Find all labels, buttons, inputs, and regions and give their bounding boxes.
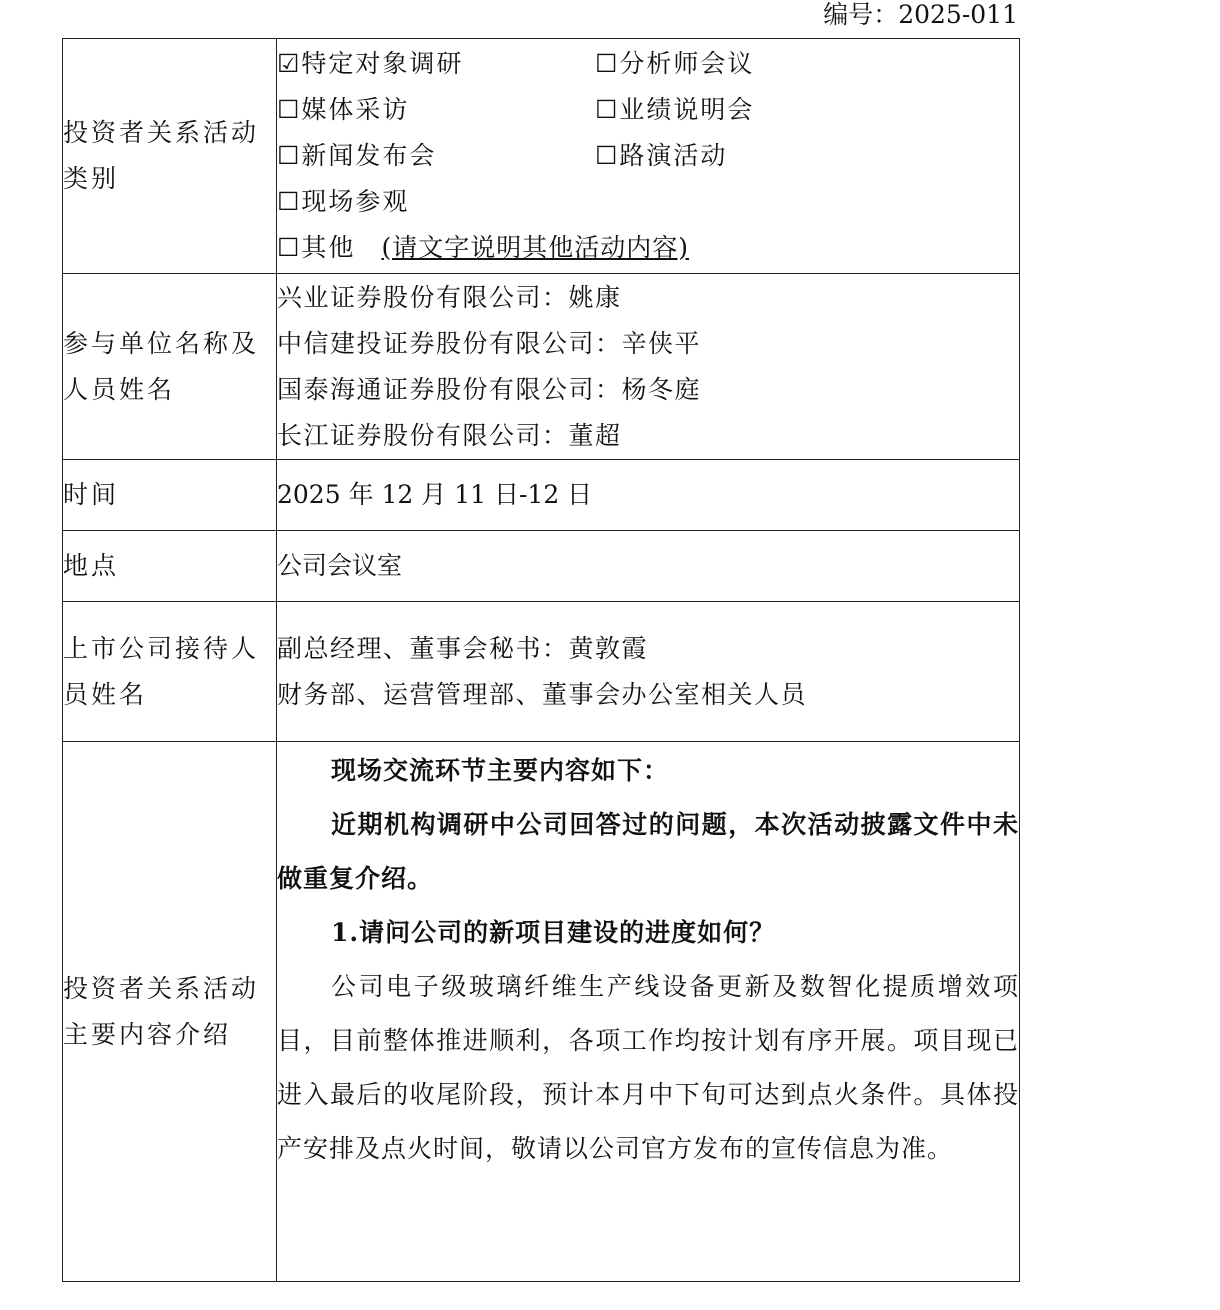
other-activity-note: (请文字说明其他活动内容) bbox=[381, 233, 689, 262]
activity-type-label: 投资者关系活动类别 bbox=[63, 39, 277, 274]
checked-box-icon: ☑ bbox=[277, 49, 302, 78]
activity-type-options bbox=[277, 39, 1020, 274]
checkbox-grid bbox=[277, 39, 1019, 273]
checkbox-label: 业绩说明会 bbox=[619, 95, 755, 124]
checkbox-label: 新闻发布会 bbox=[301, 141, 437, 170]
participants-label: 参与单位名称及人员姓名 bbox=[63, 274, 277, 460]
participant-line: 长江证券股份有限公司：董超 bbox=[277, 420, 622, 450]
time-label: 时间 bbox=[63, 460, 277, 531]
reception-list bbox=[277, 602, 1020, 742]
row-participants bbox=[63, 274, 1020, 460]
document-number: 编号：2025-011 bbox=[823, 0, 1018, 29]
location-value: 公司会议室 bbox=[277, 531, 1020, 602]
reception-line: 副总经理、董事会秘书：黄敦霞 bbox=[277, 633, 649, 663]
unchecked-box-icon: ☐ bbox=[277, 187, 302, 216]
unchecked-box-icon: ☐ bbox=[595, 49, 620, 78]
row-location bbox=[63, 531, 1020, 602]
investor-relations-record-table bbox=[62, 38, 1020, 1282]
content-notice: 近期机构调研中公司回答过的问题，本次活动披露文件中未做重复介绍。 bbox=[277, 810, 1019, 893]
row-reception bbox=[63, 602, 1020, 742]
checkbox-site-visit bbox=[277, 179, 595, 225]
participant-line: 国泰海通证券股份有限公司：杨冬庭 bbox=[277, 374, 702, 404]
checkbox-earnings-call bbox=[595, 87, 925, 133]
checkbox-specific-research bbox=[277, 41, 595, 87]
unchecked-box-icon: ☐ bbox=[595, 95, 620, 124]
checkbox-label: 路演活动 bbox=[619, 141, 728, 170]
main-content-body bbox=[277, 742, 1020, 1282]
participant-line: 中信建投证券股份有限公司：辛侠平 bbox=[277, 328, 702, 358]
participants-list bbox=[277, 274, 1020, 460]
checkbox-analyst-meeting bbox=[595, 41, 925, 87]
checkbox-label: 分析师会议 bbox=[619, 49, 755, 78]
question-1: 1.请问公司的新项目建设的进度如何？ bbox=[331, 918, 776, 947]
checkbox-roadshow bbox=[595, 133, 925, 179]
checkbox-media-interview bbox=[277, 87, 595, 133]
answer-1: 公司电子级玻璃纤维生产线设备更新及数智化提质增效项目，目前整体推进顺利，各项工作均按计划有序开展。项目现已进入最后的收尾阶段，预计本月中下旬可达到点火条件。具体投产安排及点火时间，敬请以公司官方发布的宣传信息为准。 bbox=[277, 972, 1019, 1163]
content-heading: 现场交流环节主要内容如下： bbox=[331, 756, 670, 785]
reception-line: 财务部、运营管理部、董事会办公室相关人员 bbox=[277, 679, 808, 709]
checkbox-label: 现场参观 bbox=[301, 187, 410, 216]
participant-line: 兴业证券股份有限公司：姚康 bbox=[277, 282, 622, 312]
checkbox-label: 其他 bbox=[301, 233, 356, 262]
row-activity-type bbox=[63, 39, 1020, 274]
unchecked-box-icon: ☐ bbox=[595, 141, 620, 170]
unchecked-box-icon: ☐ bbox=[277, 141, 302, 170]
checkbox-label: 媒体采访 bbox=[301, 95, 410, 124]
reception-label: 上市公司接待人员姓名 bbox=[63, 602, 277, 742]
time-value: 2025 年 12 月 11 日-12 日 bbox=[277, 460, 1020, 531]
unchecked-box-icon: ☐ bbox=[277, 233, 302, 262]
checkbox-other bbox=[277, 225, 925, 271]
unchecked-box-icon: ☐ bbox=[277, 95, 302, 124]
checkbox-empty-slot bbox=[595, 179, 925, 225]
checkbox-press-conference bbox=[277, 133, 595, 179]
row-time bbox=[63, 460, 1020, 531]
checkbox-label: 特定对象调研 bbox=[301, 49, 464, 78]
main-content-label: 投资者关系活动主要内容介绍 bbox=[63, 742, 277, 1282]
row-main-content bbox=[63, 742, 1020, 1282]
location-label: 地点 bbox=[63, 531, 277, 602]
